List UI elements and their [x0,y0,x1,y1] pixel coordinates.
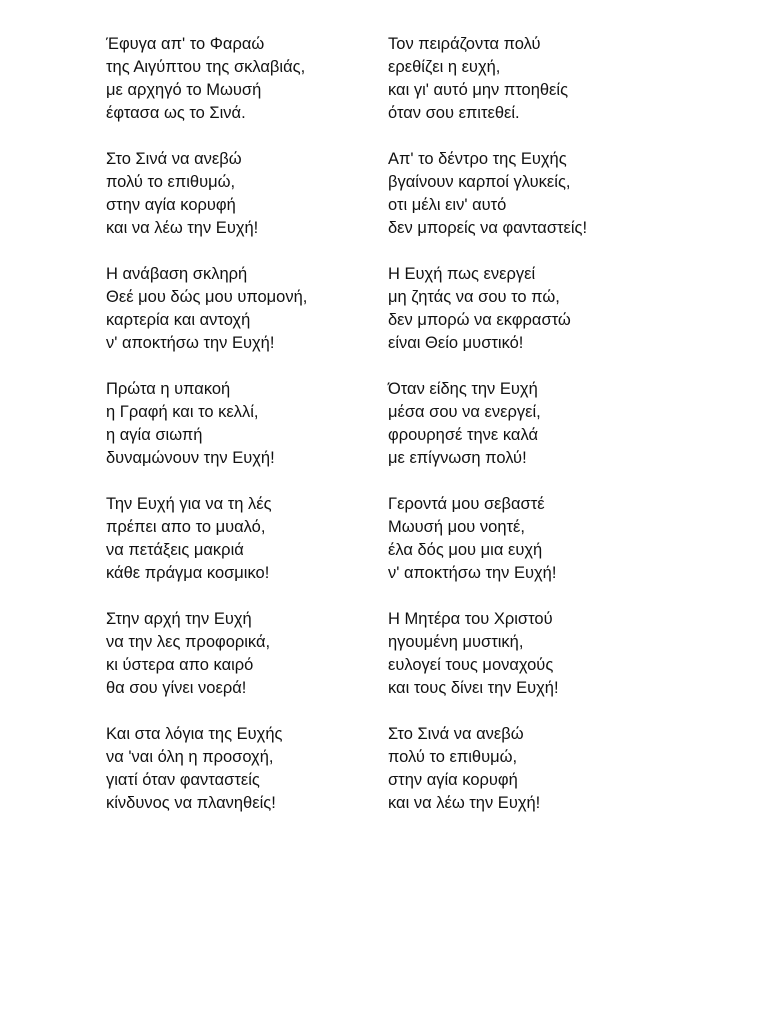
poem-line: φρουρησέ τηνε καλά [388,426,538,444]
poem-line: η Γραφή και το κελλί, [106,403,259,421]
poem-line: όταν σου επιτεθεί. [388,104,520,122]
poem-line: πρέπει απο το μυαλό, [106,518,266,536]
poem-line: να 'ναι όλη η προσοχή, [106,748,274,766]
poem-line: η αγία σιωπή [106,426,203,444]
poem-line: να την λες προφορικά, [106,633,271,651]
poem-line: οτι μέλι ειν' αυτό [388,196,507,214]
poem-line: μη ζητάς να σου το πώ, [388,288,560,306]
poem-line: Πρώτα η υπακοή [106,380,231,398]
poem-stanza [106,378,406,470]
poem-line: κι ύστερα απο καιρό [106,656,254,674]
poem-stanza [106,608,406,700]
poem-stanza [388,493,708,585]
poem-stanza [388,263,708,355]
poem-line: της Αιγύπτου της σκλαβιάς, [106,58,306,76]
poem-line: Τον πειράζοντα πολύ [388,35,541,53]
poem-line: και τους δίνει την Ευχή! [388,679,559,697]
poem-line: Την Ευχή για να τη λές [106,495,272,513]
poem-line: έλα δός μου μια ευχή [388,541,543,559]
poem-line: κάθε πράγμα κοσμικο! [106,564,270,582]
poem-line: ευλογεί τους μοναχούς [388,656,554,674]
poem-line: και να λέω την Ευχή! [388,794,541,812]
poem-line: καρτερία και αντοχή [106,311,251,329]
poem-line: ηγουμένη μυστική, [388,633,524,651]
poem-line: κίνδυνος να πλανηθείς! [106,794,276,812]
poem-line: στην αγία κορυφή [106,196,236,214]
poem-line: Γεροντά μου σεβαστέ [388,495,545,513]
poem-stanza [106,33,406,125]
poem-line: και γι' αυτό μην πτοηθείς [388,81,569,99]
poem-stanza [388,723,708,815]
poem-stanza [106,493,406,585]
poem-line: μέσα σου να ενεργεί, [388,403,541,421]
poem-line: δυναμώνουν την Ευχή! [106,449,275,467]
poem-line: Η ανάβαση σκληρή [106,265,248,283]
poem-line: πολύ το επιθυμώ, [106,173,236,191]
poem-stanza [388,378,708,470]
poem-line: ν' αποκτήσω την Ευχή! [388,564,557,582]
poem-line: Στο Σινά να ανεβώ [106,150,242,168]
poem-line: να πετάξεις μακριά [106,541,244,559]
poem-stanza [388,148,708,240]
poem-line: Και στα λόγια της Ευχής [106,725,283,743]
poem-line: γιατί όταν φανταστείς [106,771,260,789]
poem-line: ν' αποκτήσω την Ευχή! [106,334,275,352]
poem-line: θα σου γίνει νοερά! [106,679,247,697]
poem-line: Όταν είδης την Ευχή [388,380,538,398]
poem-stanza [106,723,406,815]
poem-right-column [388,33,708,838]
poem-stanza [388,608,708,700]
poem-line: Θεέ μου δώς μου υπομονή, [106,288,308,306]
poem-line: με επίγνωση πολύ! [388,449,527,467]
poem-line: Στην αρχή την Ευχή [106,610,252,628]
poem-line: Απ' το δέντρο της Ευχής [388,150,567,168]
poem-line: είναι Θείο μυστικό! [388,334,524,352]
poem-line: Η Ευχή πως ενεργεί [388,265,536,283]
poem-line: Στο Σινά να ανεβώ [388,725,524,743]
poem-line: Έφυγα απ' το Φαραώ [106,35,265,53]
poem-line: με αρχηγό το Μωυσή [106,81,262,99]
poem-stanza [106,263,406,355]
poem-line: έφτασα ως το Σινά. [106,104,246,122]
poem-line: ερεθίζει η ευχή, [388,58,501,76]
poem-line: και να λέω την Ευχή! [106,219,259,237]
poem-line: στην αγία κορυφή [388,771,518,789]
poem-line: Μωυσή μου νοητέ, [388,518,525,536]
poem-line: δεν μπορείς να φανταστείς! [388,219,588,237]
poem-left-column [106,33,406,838]
poem-line: πολύ το επιθυμώ, [388,748,518,766]
poem-line: Η Μητέρα του Χριστού [388,610,553,628]
poem-stanza [106,148,406,240]
poem-line: δεν μπορώ να εκφραστώ [388,311,571,329]
poem-stanza [388,33,708,125]
poem-line: βγαίνουν καρποί γλυκείς, [388,173,571,191]
